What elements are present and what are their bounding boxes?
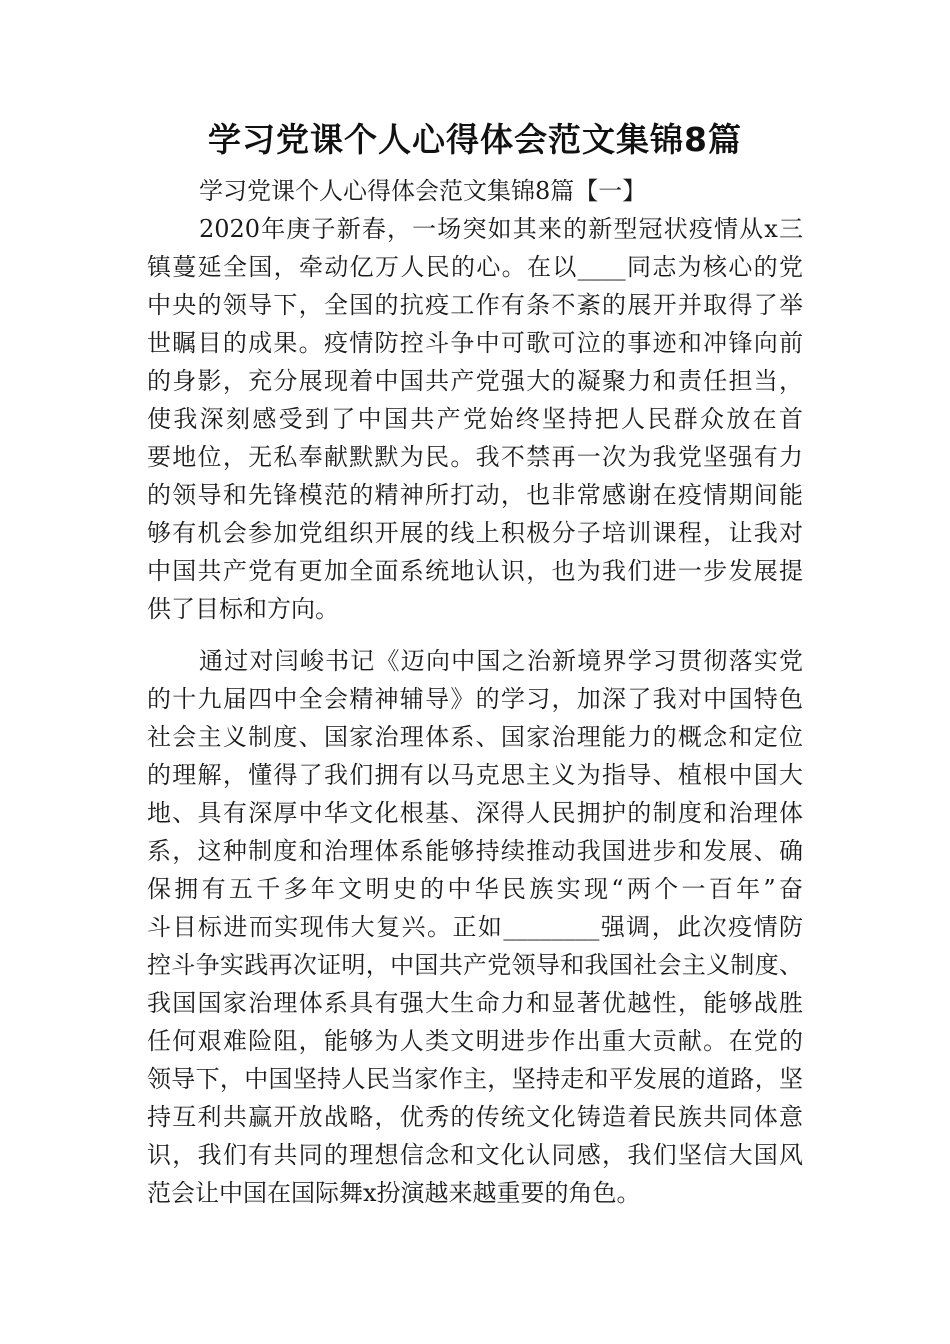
paragraph-line: 使我深刻感受到了中国共产党始终坚持把人民群众放在首: [147, 405, 803, 433]
paragraph-line: 斗目标进而实现伟大复兴。正如________强调，此次疫情防: [147, 913, 803, 941]
section-subtitle: 学习党课个人心得体会范文集锦8篇【一】: [199, 177, 647, 205]
paragraph-line: 系，这种制度和治理体系能够持续推动我国进步和发展、确: [147, 837, 803, 865]
paragraph-line: 持互利共赢开放战略，优秀的传统文化铸造着民族共同体意: [147, 1103, 803, 1131]
paragraph-line: 的理解，懂得了我们拥有以马克思主义为指导、植根中国大: [147, 761, 803, 789]
paragraph-line: 的领导和先锋模范的精神所打动，也非常感谢在疫情期间能: [147, 481, 803, 509]
paragraph-line: 领导下，中国坚持人民当家作主，坚持走和平发展的道路，坚: [147, 1065, 803, 1093]
paragraph-line: 我国国家治理体系具有强大生命力和显著优越性，能够战胜: [147, 989, 803, 1017]
paragraph-line: 控斗争实践再次证明，中国共产党领导和我国社会主义制度、: [147, 951, 803, 979]
paragraph-line: 镇蔓延全国，牵动亿万人民的心。在以____同志为核心的党: [147, 253, 803, 281]
paragraph-line: 地、具有深厚中华文化根基、深得人民拥护的制度和治理体: [147, 799, 803, 827]
paragraph-line: 任何艰难险阻，能够为人类文明进步作出重大贡献。在党的: [147, 1027, 803, 1055]
paragraph-1: [147, 210, 803, 628]
paragraph-line: 够有机会参加党组织开展的线上积极分子培训课程，让我对: [147, 519, 803, 547]
paragraph-spacer: [147, 628, 803, 642]
paragraph-line: 通过对闫峻书记《迈向中国之治新境界学习贯彻落实党: [199, 647, 803, 675]
document-body: [147, 172, 803, 1212]
paragraph-line: 的身影，充分展现着中国共产党强大的凝聚力和责任担当，: [147, 367, 803, 395]
paragraph-line: 识，我们有共同的理想信念和文化认同感，我们坚信大国风: [147, 1141, 803, 1169]
paragraph-line: 的十九届四中全会精神辅导》的学习，加深了我对中国特色: [147, 685, 803, 713]
paragraph-line: 保拥有五千多年文明史的中华民族实现“两个一百年”奋: [147, 875, 803, 903]
paragraph-line: 中央的领导下，全国的抗疫工作有条不紊的展开并取得了举: [147, 291, 803, 319]
paragraph-line: 要地位，无私奉献默默为民。我不禁再一次为我党坚强有力: [147, 443, 803, 471]
paragraph-2: [147, 642, 803, 1212]
paragraph-line: 社会主义制度、国家治理体系、国家治理能力的概念和定位: [147, 723, 803, 751]
paragraph-line: 世瞩目的成果。疫情防控斗争中可歌可泣的事迹和冲锋向前: [147, 329, 803, 357]
paragraph-line: 供了目标和方向。: [147, 595, 339, 623]
paragraph-line: 范会让中国在国际舞x扮演越来越重要的角色。: [147, 1179, 641, 1207]
paragraph-line: 中国共产党有更加全面系统地认识，也为我们进一步发展提: [147, 557, 803, 585]
paragraph-line: 2020年庚子新春，一场突如其来的新型冠状疫情从x三: [199, 215, 803, 243]
document-title: 学习党课个人心得体会范文集锦8篇: [208, 120, 742, 159]
